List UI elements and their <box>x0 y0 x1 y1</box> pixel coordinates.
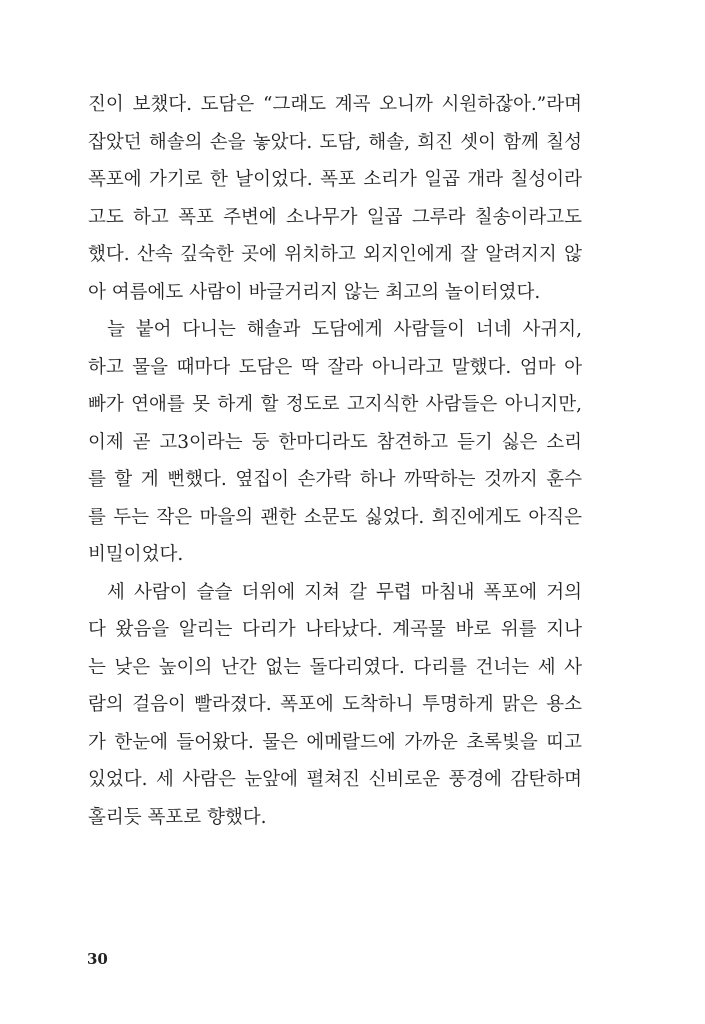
text-line: 늘 붙어 다니는 해솔과 도담에게 사람들이 너네 사귀지, <box>107 319 582 340</box>
text-line: 폭포에 가기로 한 날이었다. 폭포 소리가 일곱 개라 칠성이라 <box>88 169 582 190</box>
body-text <box>88 86 582 836</box>
paragraph-3 <box>88 574 582 837</box>
paragraph-2 <box>88 311 582 574</box>
text-line: 하고 물을 때마다 도담은 딱 잘라 아니라고 말했다. 엄마 아 <box>88 356 582 378</box>
paragraph-1 <box>88 86 582 311</box>
text-line: 는 낮은 높이의 난간 없는 돌다리였다. 다리를 건너는 세 사 <box>88 656 582 678</box>
text-line: 람의 걸음이 빨라졌다. 폭포에 도착하니 투명하게 맑은 용소 <box>88 694 582 715</box>
text-line: 를 할 게 뻔했다. 옆집이 손가락 하나 까딱하는 것까지 훈수 <box>88 469 582 490</box>
text-line: 를 두는 작은 마을의 괜한 소문도 싫었다. 희진에게도 아직은 <box>88 506 582 528</box>
text-line: 이제 곧 고3이라는 둥 한마디라도 참견하고 듣기 싫은 소리 <box>88 431 582 453</box>
text-line: 가 한눈에 들어왔다. 물은 에메랄드에 가까운 초록빛을 띠고 <box>88 731 582 753</box>
page-number: 30 <box>87 950 108 968</box>
text-line: 진이 보챘다. 도담은 “그래도 계곡 오니까 시원하잖아.”라며 <box>88 94 582 115</box>
text-line: 잡았던 해솔의 손을 놓았다. 도담, 해솔, 희진 셋이 함께 칠성 <box>88 131 582 153</box>
text-line: 아 여름에도 사람이 바글거리지 않는 최고의 놀이터였다. <box>88 281 541 303</box>
text-line: 다 왔음을 알리는 다리가 나타났다. 계곡물 바로 위를 지나 <box>88 619 582 640</box>
text-line: 빠가 연애를 못 하게 할 정도로 고지식한 사람들은 아니지만, <box>88 394 582 415</box>
text-line: 고도 하고 폭포 주변에 소나무가 일곱 그루라 칠송이라고도 <box>88 206 582 228</box>
text-line: 세 사람이 슬슬 더위에 지쳐 갈 무렵 마침내 폭포에 거의 <box>107 581 582 603</box>
text-line: 했다. 산속 깊숙한 곳에 위치하고 외지인에게 잘 알려지지 않 <box>88 244 582 265</box>
text-line: 있었다. 세 사람은 눈앞에 펼쳐진 신비로운 풍경에 감탄하며 <box>88 769 582 790</box>
text-line: 홀리듯 폭포로 향했다. <box>88 806 267 828</box>
text-line: 비밀이었다. <box>88 544 184 565</box>
